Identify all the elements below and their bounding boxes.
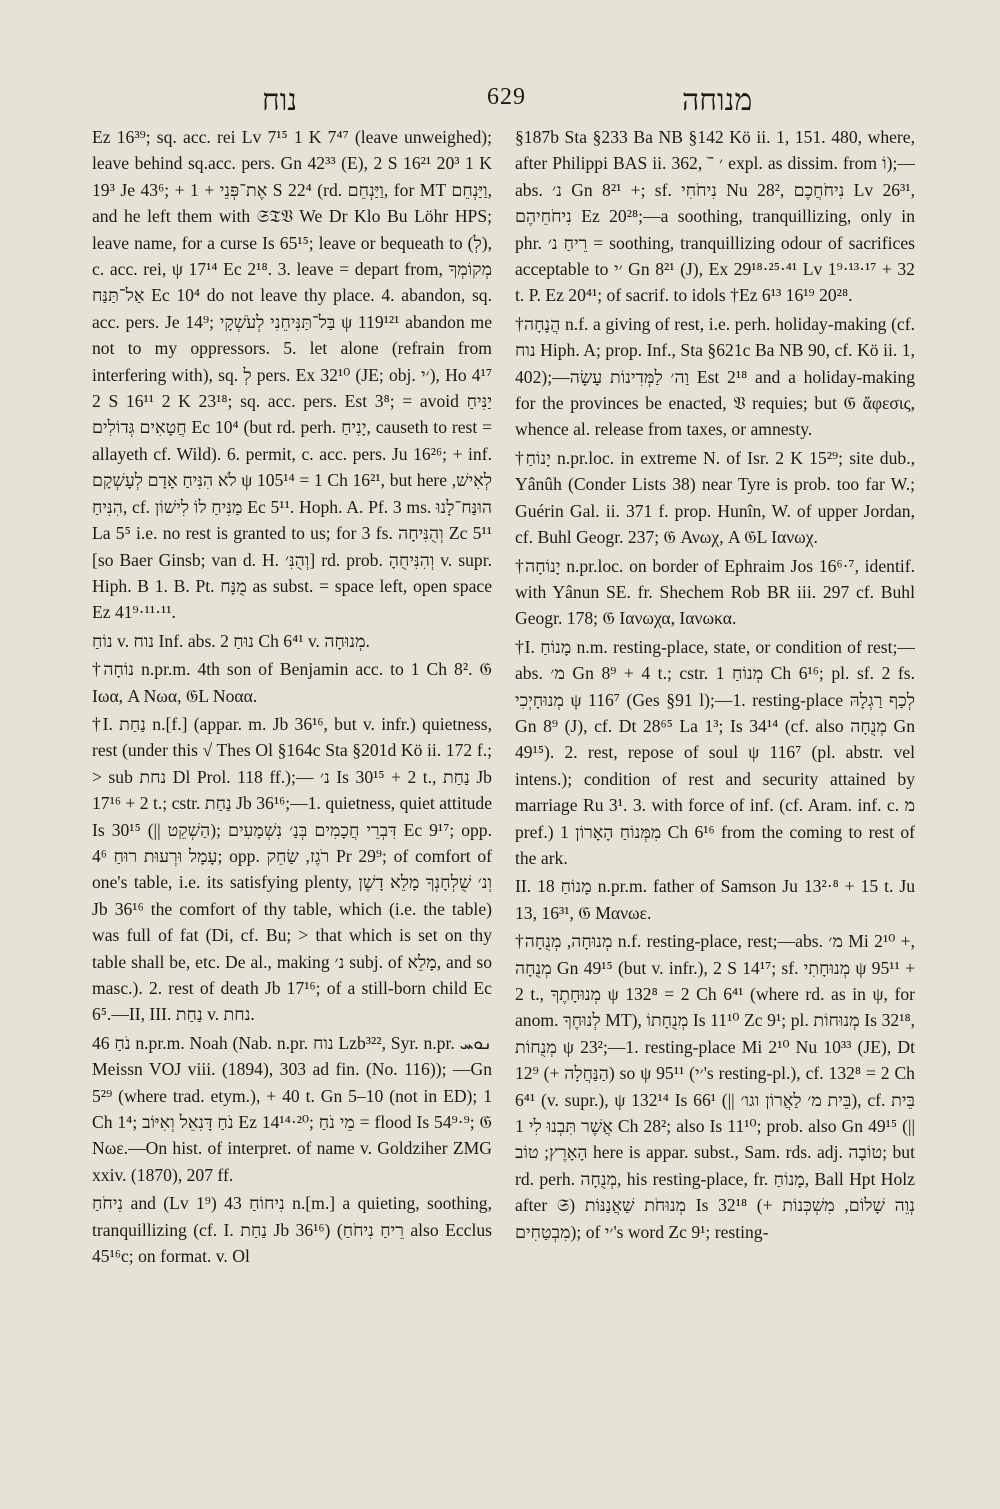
right-column: [515, 124, 915, 1494]
entry-nuach-continued: Ez 16³⁹; sq. acc. rei Lv 7¹⁵ 1 K 7⁴⁷ (leave unweighed); leave behind sq.acc. pers. Gn 42³³ (E), 2 S 16²¹ 20³ 1 K 19³ Je 43⁶; + אֶת־פְּנֵי + 1 S 22⁴ (rd. וַיַּנְחֵם, for MT וַיַּנְחֵם, and he left them with 𝔖𝔗𝔙 We Dr Klo Bu Löhr HPS; leave name, for a curse Is 65¹⁵; leave or bequeath to (לְ), c. acc. rei, ψ 17¹⁴ Ec 2¹⁸. 3. leave = depart from, מְקוֹמְךָ אַל־תַּנַּח Ec 10⁴ do not leave thy place. 4. abandon, sq. acc. pers. Je 14⁹; בַּל־תַּנִּיחֵנִי לְעֹשְׁקָי ψ 119¹²¹ abandon me not to my oppressors. 5. let alone (refrain from interfering with), sq. לְ pers. Ex 32¹⁰ (JE; obj. ׳י), Ho 4¹⁷ 2 S 16¹¹ 2 K 23¹⁸; sq. acc. pers. Est 3⁸; = avoid יַנִּיחַ חֲטָאִים גְּדוֹלִים Ec 10⁴ (but rd. perh. יָנִיחַ, causeth to rest = allayeth cf. Wild). 6. permit, c. acc. pers. Ju 16²⁶; + inf. לֹא הִנִּיחַ אָדָם לְעָשְׁקָם ψ 105¹⁴ = 1 Ch 16²¹, but here לְאִישׁ, הִנִּיחַ, cf. מַנִּיחַ לוֹ לִישׁוֹן Ec 5¹¹. Hoph. A. Pf. 3 ms. הוּנַּח־לָנוּ La 5⁵ i.e. no rest is granted to us; for 3 fs. וְהֻנִּיחָה Zc 5¹¹ [so Baer Ginsb; van d. H. וְהֻנִּ׳] rd. prob. וְהִנִּיחֻהָ v. supr. Hiph. B 1. B. Pt. מֻנָּח as subst. = space left, open space Ez 41⁹·¹¹·¹¹.: [92, 127, 492, 623]
page-number: 629: [487, 84, 526, 110]
entry-yanochah: †יָנוֹחָה n.pr.loc. on border of Ephraim Jos 16⁶·⁷, identif. with Yânun SE. fr. Shechem Rob BR iii. 297 cf. Buhl Geogr. 178; 𝔊 Ιανωχα, Ιανωκα.: [515, 555, 915, 629]
entry-yanoach: †יָנוֹחַ n.pr.loc. in extreme N. of Isr. 2 K 15²⁹; site dub., Yânûh (Conder Lists 38) near Tyre is prob. too far W.; Guérin Gal. ii. 371 f. prop. Hunîn, W. of upper Jordan, cf. Buhl Geogr. 237; 𝔊 Ανωχ, A 𝔊L Ιανωχ.: [515, 447, 915, 548]
entry-noach-inf: נוֹחַ v. נוח Inf. abs. נוּחַ 2 Ch 6⁴¹ v. מְנוּחָה.: [92, 630, 370, 651]
left-column: [92, 124, 492, 1494]
page-header: [92, 78, 918, 122]
entry-nichoach: נִיחֹחַ and (Lv 1⁹) נִיחוֹחַ 43 n.[m.] a quieting, soothing, tranquillizing (cf. I. נַחַת Jb 36¹⁶) (רֵיחַ נִיחֹחַ also Ecclus 45¹⁶c; on format. v. Ol: [92, 1193, 492, 1267]
entry-noah: נֹחַ 46 n.pr.m. Noah (Nab. n.pr. נוח Lzb³²², Syr. n.pr. ܢܘܚ Meissn VOJ viii. (1894), 303 ad fin. (No. 116)); —Gn 5²⁹ (where trad. etym.), + 40 t. Gn 5–10 (not in ED); 1 Ch 1⁴; נֹחַ דָּנִאֵל וְאִיּוֹב Ez 14¹⁴·²⁰; מֵי נֹחַ = flood Is 54⁹·⁹; 𝔊 Νωε.—On hist. of interpret. of name v. Goldziher ZMG xxiv. (1870), 207 ff.: [92, 1032, 492, 1185]
entry-hanachah: †הֲנָחָה n.f. a giving of rest, i.e. perh. holiday-making (cf. נוח Hiph. A; prop. Inf., Sta §621c Ba NB 90, cf. Kö ii. 1, 402);—וַה׳ לַמְּדִינוֹת עָשָׂה Est 2¹⁸ and a holiday-making for the provinces be enacted, 𝔙 requies; but 𝔊 ἄφεσις, whence al. release from taxes, or amnesty.: [515, 313, 915, 440]
running-head-left: נוח: [262, 84, 298, 117]
running-head-right: מנוחה: [682, 84, 753, 117]
entry-nichoach-continued: §187b Sta §233 Ba NB §142 Kö ii. 1, 151. 480, where, after Philippi BAS ii. 362, ׳ ־ֹ expl. as dissim. from וֹ);—abs. נ׳ Gn 8²¹ +; sf. נִיחֹחִי Nu 28², נִיחֹחֲכֶם Lv 26³¹, נִיחֹחֵיהֶם Ez 20²⁸;—a soothing, tranquillizing, only in phr. רֵיחַ נ׳ = soothing, tranquillizing odour of sacrifices acceptable to ׳י Gn 8²¹ (J), Ex 29¹⁸·²⁵·⁴¹ Lv 1⁹·¹³·¹⁷ + 32 t. P. Ez 20⁴¹; of sacrif. to idols †Ez 6¹³ 16¹⁹ 20²⁸.: [515, 127, 915, 306]
entry-nochah: †נוֹחָה n.pr.m. 4th son of Benjamin acc. to 1 Ch 8². 𝔊 Ιωα, A Νωα, 𝔊L Νοαα.: [92, 659, 492, 706]
entry-nachat: †I. נַחַת n.[f.] (appar. m. Jb 36¹⁶, but v. infr.) quietness, rest (under this √ Thes Ol §164c Sta §201d Kö ii. 172 f.; > sub נחת Dl Prol. 118 ff.);— נ׳ Is 30¹⁵ + 2 t., נַחַת Jb 17¹⁶ + 2 t.; cstr. נַחַת Jb 36¹⁶;—1. quietness, quiet attitude Is 30¹⁵ (|| הַשְׁקֵט); דִּבְרֵי חֲכָמִים בְּנַ׳ נִשְׁמָעִים Ec 9¹⁷; opp. עָמָל וּרְעוּת רוּחַ 4⁶; opp. רֹגֶז, שַׂחֵק Pr 29⁹; of comfort of one's table, i.e. its satisfying plenty, וְנ׳ שֻׁלְחָנְךָ מָלֵא דָשֶׁן Jb 36¹⁶ the comfort of thy table, which (i.e. the table) was full of fat (Di, cf. Bu; > that which is set on thy table shall be, etc. De al., making נ׳ subj. of מָלֵא, and so masc.). 2. rest of death Jb 17¹⁶; of a still-born child Ec 6⁵.—II, III. נַחַת v. נחת.: [92, 713, 492, 1025]
entry-manoach-1: †I. מָנוֹחַ n.m. resting-place, state, or condition of rest;—abs. מ׳ Gn 8⁹ + 4 t.; cstr. מְנוֹחַ 1 Ch 6¹⁶; pl. sf. 2 fs. מְנוּחָיְכִי ψ 116⁷ (Ges §91 l);—1. resting-place לְכַף רַגְלָהּ Gn 8⁹ (J), cf. Dt 28⁶⁵ La 1³; Is 34¹⁴ (cf. also מְנֻחָה Gn 49¹⁵). 2. rest, repose of soul ψ 116⁷ (pl. abstr. vel intens.); condition of rest and security attained by marriage Ru 3¹. 3. with force of inf. (cf. Aram. inf. c. מ pref.) מִמְּנוֹחַ הָאָרוֹן 1 Ch 6¹⁶ from the coming to rest of the ark.: [515, 636, 915, 868]
entry-manoach-2: II. מָנוֹחַ 18 n.pr.m. father of Samson Ju 13²·⁸ + 15 t. Ju 13, 16³¹, 𝔊 Μανωε.: [515, 876, 915, 923]
entry-menuchah: †מְנוּחָה, מְנֻחָה n.f. resting-place, rest;—abs. מ׳ Mi 2¹⁰ +, מְנֻחָה Gn 49¹⁵ (but v. infr.), 2 S 14¹⁷; sf. מְנוּחָתִי ψ 95¹¹ + 2 t., מְנוּחָתֶךָ ψ 132⁸ = 2 Ch 6⁴¹ (where rd. as in ψ, for anom. לְנוּחֶךָ MT), מְנֻחָתוֹ Is 11¹⁰ Zc 9¹; pl. מְנוּחוֹת Is 32¹⁸, מְנֻחוֹת ψ 23²;—1. resting-place Mi 2¹⁰ Nu 10³³ (JE), Dt 12⁹ (+ הַנַּחֲלָה) so ψ 95¹¹ (׳י's resting-pl.), cf. 132⁸ = 2 Ch 6⁴¹ (v. supr.), ψ 132¹⁴ Is 66¹ (|| בֵּית מ׳ לַאֲרוֹן וגו׳), cf. בֵּית אֲשֶׁר תִּבְנוּ לִי 1 Ch 28²; also Is 11¹⁰; prob. also Gn 49¹⁵ (|| הָאָרֶץ; טוֹב here is appar. subst., Sam. rds. adj. טוֹבָה; but rd. perh. מְנֻחָה, his resting-place, fr. מָנוֹחַ, Ball Hpt Holz after 𝔖) מְנוּחֹת שַׁאֲנַנּוֹת Is 32¹⁸ (+ נְוֵה שָׁלוֹם, מִשְׁכְּנוֹת מִבְטַחִים); of ׳י's word Zc 9¹; resting-: [515, 931, 915, 1242]
